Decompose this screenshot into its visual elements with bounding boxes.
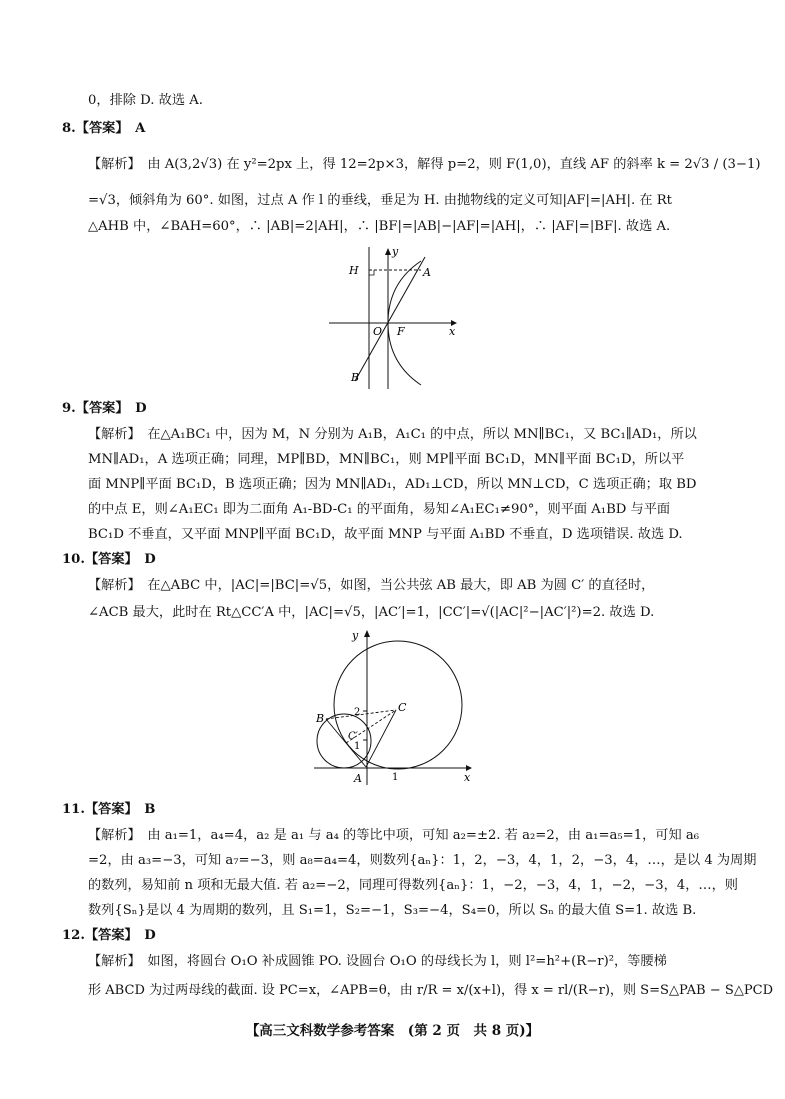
text-line: MN∥AD₁，A 选项正确；同理，MP∥BD，MN∥BC₁，则 MP∥平面 BC₁D，MN∥平面 BC₁D，所以平 <box>88 452 685 467</box>
text-line: 的数列，易知前 n 项和无最大值. 若 a₂=−2，同理可得数列{aₙ}：1，−2，−3，4，1，−2，−3，4，…，则 <box>88 878 738 893</box>
segment-bc <box>326 710 396 719</box>
fig2-label-one-y: 1 <box>354 741 361 752</box>
text-line: ∠ACB 最大，此时在 Rt△CC′A 中，|AC|=√5，|AC′|=1，|CC′|=√(|AC|²−|AC′|²)=2. 故选 D. <box>88 605 655 620</box>
y-axis-arrow <box>385 248 391 255</box>
text-line: 【解析】 在△A₁BC₁ 中，因为 M，N 分别为 A₁B，A₁C₁ 的中点，所以 MN∥BC₁，又 BC₁∥AD₁，所以 <box>88 427 697 442</box>
fig1-label-b: B <box>351 371 360 384</box>
fig2-label-two: 2 <box>354 707 361 718</box>
fig1-label-f: F <box>397 325 405 338</box>
text-line: 数列{Sₙ}是以 4 为周期的数列，且 S₁=1，S₂=−1，S₃=−4，S₄=0，所以 Sₙ 的最大值 S=1. 故选 B. <box>88 903 697 918</box>
y-axis-arrow <box>364 630 370 637</box>
fig1-label-y: y <box>392 245 399 258</box>
answer-heading: 8.【答案】 A <box>62 121 146 136</box>
text-line: 【解析】 如图，将圆台 O₁O 补成圆锥 PO. 设圆台 O₁O 的母线长为 l，则 l²=h²+(R−r)²，等腰梯 <box>88 954 667 969</box>
text-line: =√3，倾斜角为 60°. 如图，过点 A 作 l 的垂线，垂足为 H. 由抛物线的定义可知|AF|=|AH|. 在 Rt <box>88 193 672 208</box>
page-footer: 【高三文科数学参考答案 (第 2 页 共 8 页)】 <box>245 1023 540 1039</box>
fig1-label-x: x <box>449 325 456 338</box>
fig1-label-a: A <box>423 266 431 279</box>
fig2-label-a: A <box>354 772 362 785</box>
text-line: 【解析】 在△ABC 中，|AC|=|BC|=√5，如图，当公共弦 AB 最大，即 AB 为圆 C′ 的直径时， <box>88 578 655 593</box>
fig2-label-x: x <box>464 771 471 784</box>
answer-heading: 10.【答案】 D <box>62 552 156 567</box>
text-line: 0，排除 D. 故选 A. <box>88 93 203 108</box>
fig2-label-c-prime: C′ <box>348 731 358 742</box>
text-line: 【解析】 由 a₁=1，a₄=4，a₂ 是 a₁ 与 a₄ 的等比中项，可知 a₂=±2. 若 a₂=2，由 a₁=a₅=1，可知 a₆ <box>88 828 699 843</box>
text-line: BC₁D 不垂直，又平面 MNP∥平面 BC₁D，故平面 MNP 与平面 A₁BD 不垂直，D 选项错误. 故选 D. <box>88 527 683 542</box>
line-af <box>355 257 425 381</box>
text-line: 的中点 E，则∠A₁EC₁ 即为二面角 A₁-BD-C₁ 的平面角，易知∠A₁EC₁≠90°，则平面 A₁BD 与平面 <box>88 502 671 517</box>
fig2-label-one-x: 1 <box>392 772 399 783</box>
answer-heading: 9.【答案】 D <box>62 401 147 416</box>
parabola-figure <box>325 243 465 393</box>
text-line: △AHB 中，∠BAH=60°，∴ |AB|=2|AH|，∴ |BF|=|AB|−|AF|=|AH|，∴ |AF|=|BF|. 故选 A. <box>88 219 671 234</box>
fig1-label-o: O <box>373 325 383 338</box>
text-line: =2，由 a₃=−3，可知 a₇=−3，则 a₈=a₄=4，则数列{aₙ}：1，2，−3，4，1，2，−3，4，…，是以 4 为周期 <box>88 853 757 868</box>
fig2-label-b: B <box>316 712 325 725</box>
fig2-label-y: y <box>352 629 359 642</box>
answer-heading: 12.【答案】 D <box>62 928 156 943</box>
circles-figure <box>312 627 477 787</box>
text-line: 形 ABCD 为过两母线的截面. 设 PC=x，∠APB=θ，由 r/R = x/(x+l)，得 x = rl/(R−r)，则 S=S△PAB − S△PCD <box>88 983 774 998</box>
fig1-label-h: H <box>349 264 359 277</box>
fig2-label-c: C <box>398 701 407 714</box>
text-line: 面 MNP∥平面 BC₁D，B 选项正确；因为 MN∥AD₁，AD₁⊥CD，所以 MN⊥CD，C 选项正确；取 BD <box>88 477 697 492</box>
text-line: 【解析】 由 A(3,2√3) 在 y²=2px 上，得 12=2p×3，解得 p=2，则 F(1,0)，直线 AF 的斜率 k = 2√3 / (3−1) <box>88 157 761 172</box>
answer-heading: 11.【答案】 B <box>62 802 156 817</box>
right-angle-mark <box>369 270 374 275</box>
